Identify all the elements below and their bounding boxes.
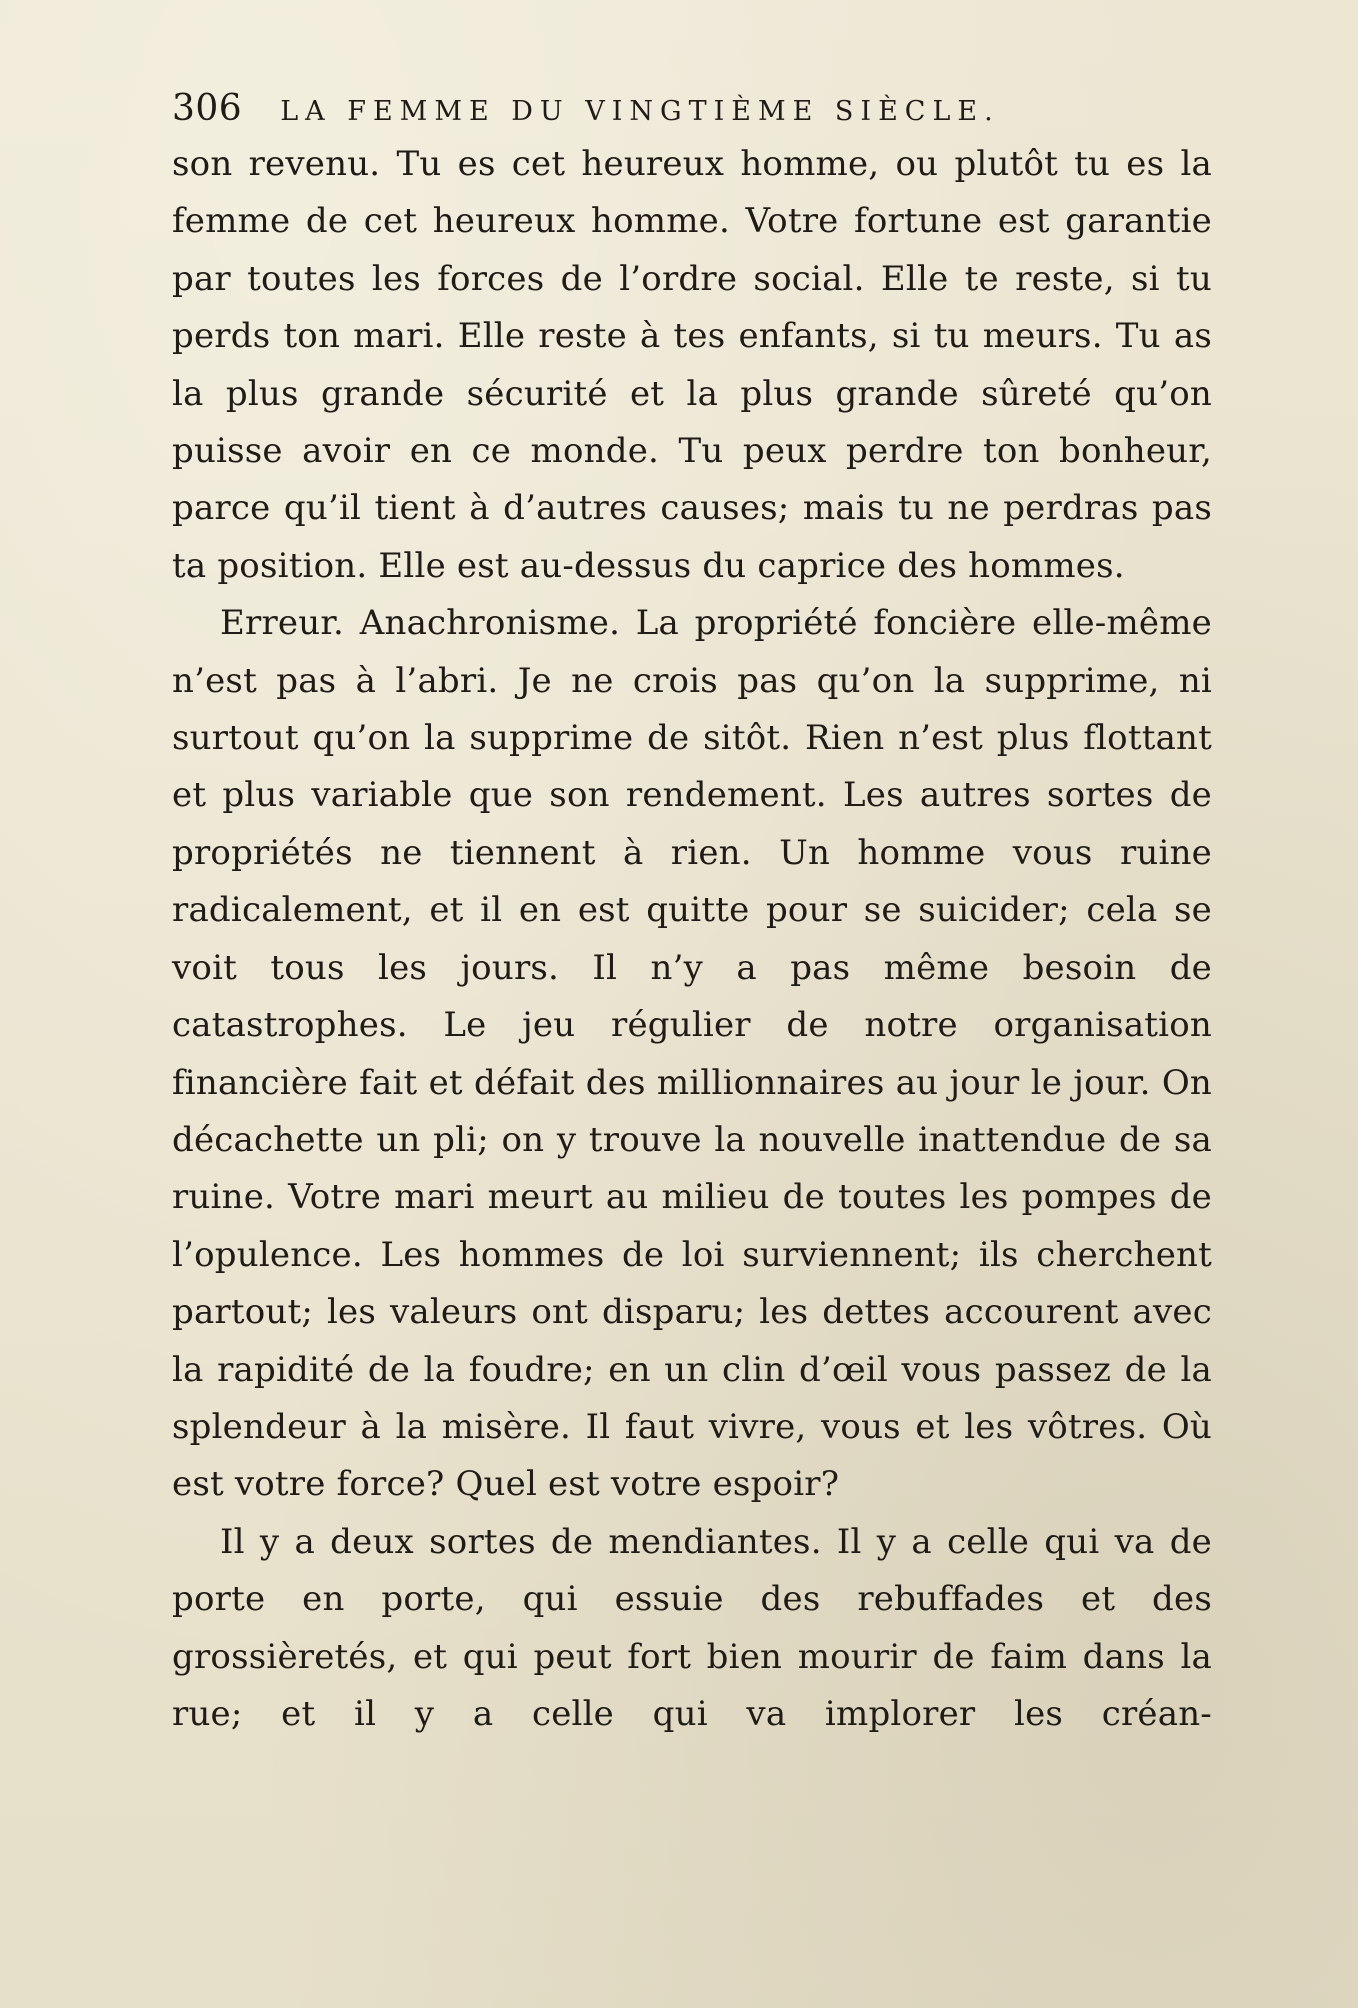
page-number: 306	[172, 88, 243, 129]
paragraph-2: Erreur. Anachronisme. La propriété foncière elle-même n’est pas à l’abri. Je ne crois pas qu’on la supprime, ni surtout qu’on la supprime de sitôt. Rien n’est plus flottant et plus variable que son rendement. Les autres sortes de propriétés ne tiennent à rien. Un homme vous ruine radicalement, et il en est quitte pour se suicider; cela se voit tous les jours. Il n’y a pas même besoin de catastrophes. Le jeu régulier de notre organisation financière fait et défait des millionnaires au jour le jour. On décachette un pli; on y trouve la nouvelle inattendue de sa ruine. Votre mari meurt au milieu de toutes les pompes de l’opulence. Les hommes de loi surviennent; ils cherchent partout; les valeurs ont disparu; les dettes accourent avec la rapidité de la foudre; en un clin d’œil vous passez de la splendeur à la misère. Il faut vivre, vous et les vôtres. Où est votre force? Quel est votre espoir?	[172, 603, 1212, 1505]
paragraph-3: Il y a deux sortes de mendiantes. Il y a celle qui va de porte en porte, qui essuie des rebuffades et des grossièretés, et qui peut fort bien mourir de faim dans la rue; et il y a celle qui va implorer les créan-	[172, 1521, 1212, 1734]
running-title: LA FEMME DU VINGTIÈME SIÈCLE.	[280, 96, 1000, 127]
text-block	[172, 82, 1212, 1743]
paragraph-1: son revenu. Tu es cet heureux homme, ou plutôt tu es la femme de cet heureux homme. Votre fortune est garantie par toutes les forces de l’ordre social. Elle te reste, si tu perds ton mari. Elle reste à tes enfants, si tu meurs. Tu as la plus grande sécurité et la plus grande sûreté qu’on puisse avoir en ce monde. Tu peux perdre ton bonheur, parce qu’il tient à d’autres causes; mais tu ne perdras pas ta position. Elle est au-dessus du caprice des hommes.	[172, 144, 1212, 586]
running-head	[172, 82, 1212, 136]
